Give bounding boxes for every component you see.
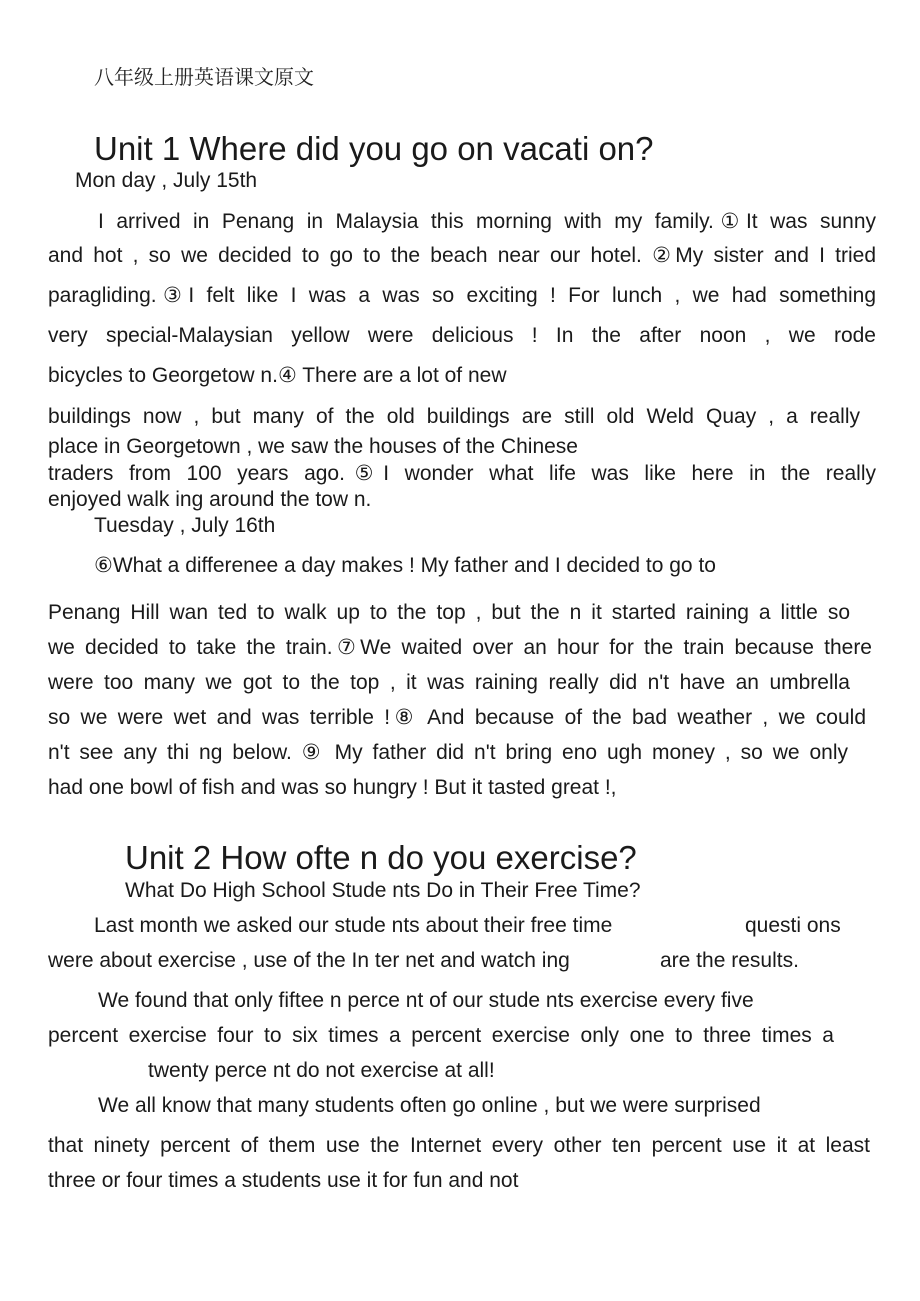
unit2-subtitle: What Do High School Stude nts Do in Their Free Time? — [125, 879, 641, 902]
unit2-line: Last month we asked our stude nts about their free time — [94, 914, 613, 937]
unit1-line: traders from 100 years ago.⑤I wonder what life was like here in the really — [48, 462, 876, 485]
unit2-line: twenty perce nt do not exercise at all! — [148, 1059, 495, 1082]
unit2-line: were about exercise , use of the In ter net and watch ing — [48, 949, 570, 972]
unit2-title: Unit 2 How ofte n do you exercise? — [125, 839, 637, 876]
unit1-line: Penang Hill wan ted to walk up to the top , but the n it started raining a little so — [48, 601, 850, 624]
unit2-line: We all know that many students often go online , but we were surprised — [98, 1094, 761, 1117]
unit1-date-tuesday: Tuesday , July 16th — [94, 514, 276, 537]
unit1-line: n't see any thi ng below. ⑨ My father did n't bring eno ugh money , so we only — [48, 741, 848, 764]
unit1-date-monday: Mon day , July 15th — [75, 169, 258, 192]
unit1-line: and hot , so we decided to go to the beach near our hotel. ②My sister and I tried — [48, 244, 876, 267]
unit1-line: so we were wet and was terrible !⑧ And because of the bad weather , we could — [48, 706, 866, 729]
document-header: 八年级上册英语课文原文 — [94, 65, 314, 89]
unit1-line: buildings now , but many of the old buildings are still old Weld Quay , a really — [48, 405, 860, 428]
unit1-line: very special-Malaysian yellow were delicious ! In the after noon , we rode — [48, 324, 876, 347]
unit2-line: percent exercise four to six times a percent exercise only one to three times a — [48, 1024, 834, 1047]
unit2-line: questi ons — [745, 914, 841, 937]
unit1-line: place in Georgetown , we saw the houses of the Chinese — [48, 435, 578, 458]
unit1-line: I arrived in Penang in Malaysia this morning with my family.①It was sunny — [98, 210, 876, 233]
unit2-line: that ninety percent of them use the Internet every other ten percent use it at least — [48, 1134, 870, 1157]
unit2-line: three or four times a students use it for fun and not — [48, 1169, 519, 1192]
unit1-line: had one bowl of fish and was so hungry ! But it tasted great !, — [48, 776, 617, 799]
unit1-line: enjoyed walk ing around the tow n. — [48, 488, 372, 511]
unit1-line: paragliding.③I felt like I was a was so exciting ! For lunch , we had something — [48, 284, 876, 307]
unit2-line: We found that only fiftee n perce nt of our stude nts exercise every five — [98, 989, 754, 1012]
unit1-line: ⑥What a differenee a day makes ! My father and I decided to go to — [94, 554, 716, 577]
unit1-line: bicycles to Georgetow n.④ There are a lot of new — [48, 364, 507, 387]
unit1-line: we decided to take the train.⑦We waited over an hour for the train because there — [48, 636, 872, 659]
unit1-title: Unit 1 Where did you go on vacati on? — [94, 130, 654, 167]
unit2-line: are the results. — [660, 949, 799, 972]
unit1-line: were too many we got to the top , it was raining really did n't have an umbrella — [48, 671, 850, 694]
